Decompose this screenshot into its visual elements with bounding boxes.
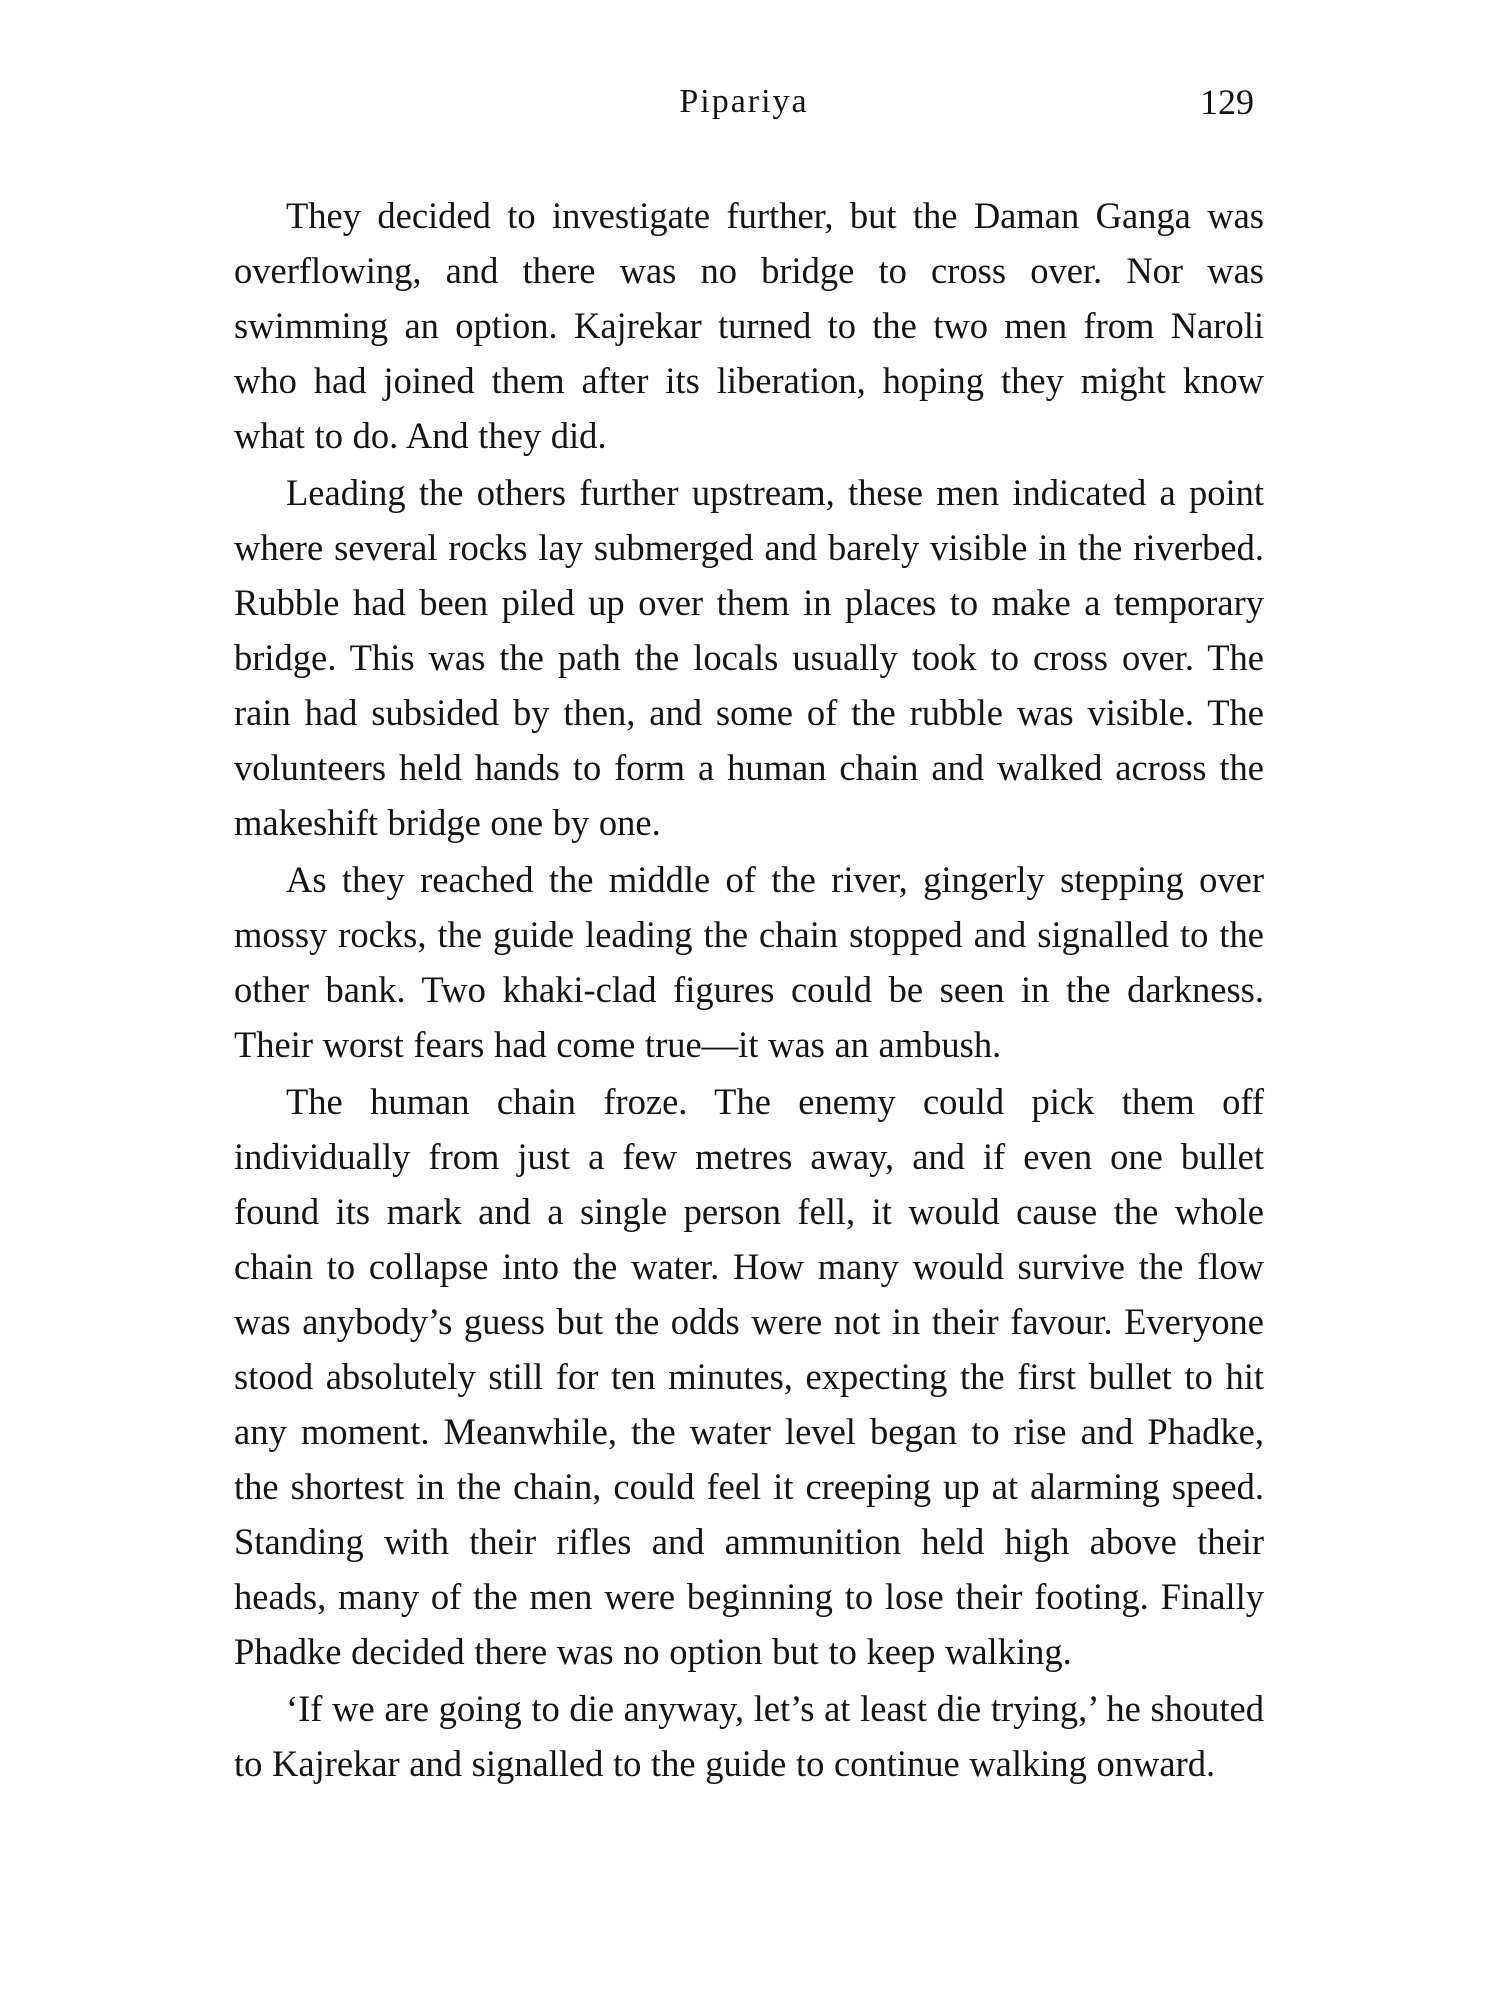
paragraph: Leading the others further upstream, these men indicated a point where several rocks lay submerged and barely visible in the riverbed. Rubble had been piled up over them in places to make a temporary bridge. This was the path the locals usually took to cross over. The rain had subsided by then, and some of the rubble was visible. The volunteers held hands to form a human chain and walked across the makeshift bridge one by one. xyxy=(234,472,1264,843)
body-text xyxy=(234,188,1264,1793)
page-number: 129 xyxy=(1200,82,1254,122)
paragraph: ‘If we are going to die anyway, let’s at least die trying,’ he shouted to Kajrekar and signalled to the guide to continue walking onward. xyxy=(234,1688,1264,1784)
chapter-title: Pipariya xyxy=(679,83,809,120)
paragraph: As they reached the middle of the river, gingerly stepping over mossy rocks, the guide leading the chain stopped and signalled to the other bank. Two khaki-clad figures could be seen in the darkness. Their worst fears had come true—it was an ambush. xyxy=(234,859,1264,1065)
running-head xyxy=(234,80,1254,140)
paragraph: They decided to investigate further, but the Daman Ganga was overflowing, and there was no bridge to cross over. Nor was swimming an option. Kajrekar turned to the two men from Naroli who had joined them after its liberation, hoping they might know what to do. And they did. xyxy=(234,195,1264,456)
paragraph: The human chain froze. The enemy could pick them off individually from just a few metres away, and if even one bullet found its mark and a single person fell, it would cause the whole chain to collapse into the water. How many would survive the flow was anybody’s guess but the odds were not in their favour. Everyone stood absolutely still for ten minutes, expecting the first bullet to hit any moment. Meanwhile, the water level began to rise and Phadke, the shortest in the chain, could feel it creeping up at alarming speed. Standing with their rifles and ammunition held high above their heads, many of the men were beginning to lose their footing. Finally Phadke decided there was no option but to keep walking. xyxy=(234,1081,1264,1672)
